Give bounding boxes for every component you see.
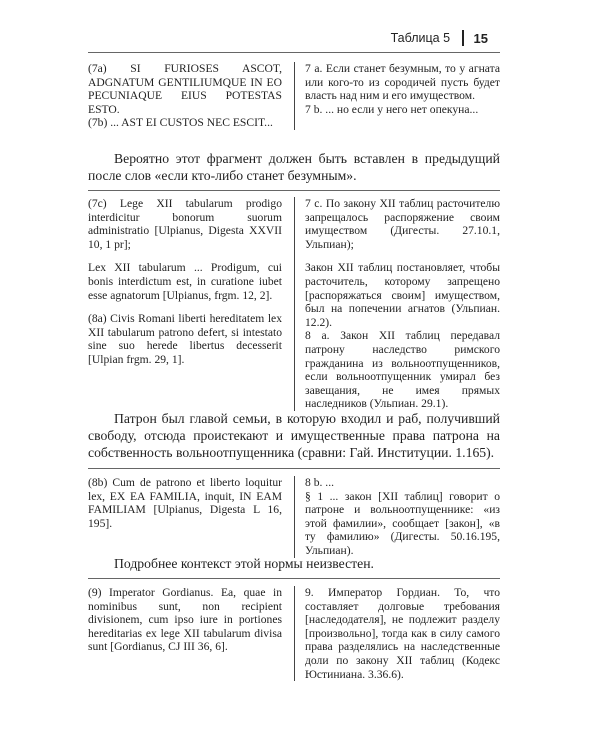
latin-fragment-7c-cont: Lex XII tabularum ... Prodigum, cui bonis interdictum est, in curatione iubet esse agnatorum [Ulpianus, frgm. 12, 2].	[88, 261, 282, 302]
latin-fragment-7c: (7c) Lege XII tabularum prodigo interdicitur bonorum suorum administratio [Ulpianus, Digesta XXVII 10, 1 pr];	[88, 197, 282, 251]
section-rule	[88, 190, 500, 191]
russian-fragment-7c-cont: Закон XII таблиц постановляет, чтобы расточитель, которому запрещено [распоряжаться своим] имуществом, был на попечении агнатов (Ульпиан. 12.2).	[305, 261, 500, 329]
section-title: Таблица 5	[390, 31, 451, 45]
russian-column	[294, 197, 500, 411]
running-header	[391, 28, 488, 48]
latin-fragment-8b: (8b) Cum de patrono et liberto loquitur lex, EX EA FAMILIA, inquit, IN EAM FAMILIAM [Ulpianus, Digesta L 16, 195].	[88, 476, 282, 530]
parallel-text-block-7ab	[88, 62, 500, 130]
russian-column	[294, 476, 500, 558]
latin-column	[88, 197, 294, 411]
parallel-text-block-9	[88, 586, 500, 681]
section-rule	[88, 468, 500, 469]
latin-column	[88, 586, 294, 681]
latin-column	[88, 62, 294, 130]
parallel-text-block-7c-8a	[88, 197, 500, 411]
latin-fragment-9: (9) Imperator Gordianus. Ea, quae in nominibus sunt, non recipient divisionem, cum ipso iure in portiones hereditarias ex lege XII tabularum divisa sunt [Gordianus, CJ III 36, 6].	[88, 586, 282, 654]
russian-column	[294, 62, 500, 130]
russian-fragment-8b-heading: 8 b. ...	[305, 476, 334, 489]
commentary-paragraph-1: Вероятно этот фрагмент должен быть вставлен в предыдущий после слов «если кто-либо станет безумным».	[88, 151, 500, 183]
header-rule	[88, 52, 500, 53]
russian-fragment-7a: 7 а. Если станет безумным, то у агната или кого-то из сородичей пусть будет власть над ним и его имуществом.	[305, 62, 500, 103]
russian-fragment-7b: 7 b. ... но если у него нет опекуна...	[305, 102, 479, 116]
commentary-paragraph-2: Патрон был главой семьи, в которую входил и раб, получивший свободу, отсюда проистекают и имущественные права патрона на собственность вольноотпущенника (сравни: Гай. Институции. 1.165).	[88, 411, 500, 460]
russian-fragment-9: 9. Император Гордиан. То, что составляет долговые требования [наследодателя], не подлежит разделу [произвольно], тогда как в силу самого права разделялись на наследственные доли по закону XII таблиц (Кодекс Юстиниана. 3.36.6).	[305, 586, 500, 681]
commentary-paragraph-3: Подробнее контекст этой нормы неизвестен.	[114, 556, 374, 571]
latin-column	[88, 476, 294, 558]
latin-fragment-7a: (7a) SI FURIOSES ASCOT, ADGNATUM GENTILIUMQUE IN EO PECUNIAQUE EIUS POTESTAS ESTO.	[88, 62, 282, 116]
latin-fragment-8a: (8a) Civis Romani liberti hereditatem lex XII tabularum patrono defert, si intestato sine suo herede libertus decesserit [Ulpian frgm. 29, 1].	[88, 312, 282, 366]
page-number: 15	[473, 30, 488, 46]
russian-fragment-8b: § 1 ... закон [XII таблиц] говорит о патроне и вольноотпущеннике: «из этой фамилии», сообщает [закон], «в ту фамилию» (Дигесты. 50.16.195, Ульпиан).	[305, 489, 500, 557]
section-rule	[88, 578, 500, 579]
russian-column	[294, 586, 500, 681]
header-divider	[462, 30, 464, 46]
russian-fragment-7c: 7 с. По закону XII таблиц расточителю запрещалось распоряжение своим имуществом (Дигесты. 27.10.1, Ульпиан);	[305, 197, 500, 251]
latin-fragment-7b: (7b) ... AST EI CUSTOS NEC ESCIT...	[88, 116, 273, 130]
parallel-text-block-8b	[88, 476, 500, 558]
russian-fragment-8a: 8 а. Закон XII таблиц передавал патрону наследство римского гражданина из вольноотпущенников, если вольноотпущенник умирал без завещания, не имея прямых наследников (Ульпиан. 29.1).	[305, 329, 500, 411]
